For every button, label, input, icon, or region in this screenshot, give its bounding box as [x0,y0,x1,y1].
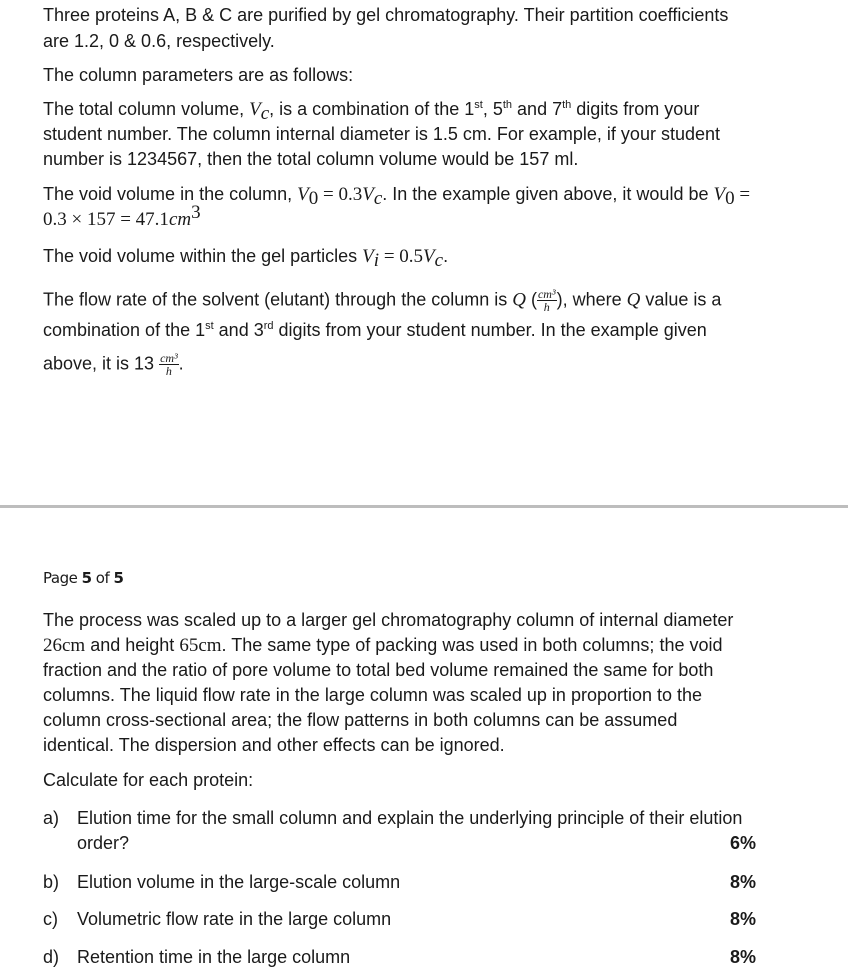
math-sub: c [373,188,383,209]
total-volume-line [43,98,700,124]
total-volume-line: number is 1234567, then the total column volume would be 157 ml. [43,149,579,169]
text: value is a [640,289,722,310]
scaleup-line: identical. The dispersion and other effects can be ignored. [43,735,505,755]
void-volume-line [43,183,751,209]
text: The void volume within the gel particles [43,246,363,266]
fraction [537,288,557,313]
text: of [91,569,114,587]
question-mark: 8% [729,909,756,929]
void-volume-line [43,202,201,231]
text: The flow rate of the solvent (elutant) through the column is [43,289,513,310]
question-b [43,871,400,893]
math-var: V [423,246,435,267]
math: = [734,184,751,205]
math-var: Q [512,289,526,311]
flow-line: The flow rate of the solvent (elutant) through the column is Q ( $\frac{\text{cm³}}{h}$ ), where Q value is a [43,287,722,314]
text: digits from your student number. In the example given [273,320,707,340]
numerator: cm³ [537,287,556,301]
sup: rd [263,320,274,332]
math-sub: c [260,103,270,124]
numerator: cm³ [160,351,178,365]
question-d [43,946,350,968]
params-heading: The column parameters are as follows: [43,65,354,85]
flow-line [43,319,707,341]
intro-line: are 1.2, 0 & 0.6, respectively. [43,31,275,51]
scaleup-line: column cross-sectional area; the flow patterns in both columns can be assumed [43,710,678,730]
math: 26cm [43,635,86,656]
text: Page [43,569,82,587]
question-label: d) [43,947,60,967]
math-var: V [362,184,374,205]
question-text: Volumetric flow rate in the large column [77,909,392,929]
question-label: a) [43,808,60,828]
math: 0.3 × 157 = 47.1 [43,209,169,230]
fraction [159,352,179,377]
text: . [443,246,449,266]
gel-void-line [43,245,449,271]
math-sub: 0 [308,188,319,209]
math-var: V [362,246,374,267]
question-a-cont: order? [77,833,130,853]
current-page: 5 [81,569,92,587]
math-sub: c [434,250,444,271]
question-text: Elution volume in the large-scale column [77,872,401,892]
calculate-heading: Calculate for each protein: [43,770,254,790]
math-sub: 0 [725,188,735,209]
text: . In the example given above, it would be [382,184,714,204]
page-number [43,569,123,587]
text: , where [562,289,627,310]
text: , 5 [482,99,503,119]
question-mark: 8% [729,947,756,967]
question-text: Retention time in the large column [77,947,351,967]
math: 65cm [179,635,222,656]
text: above, it is 13 [43,353,160,374]
math-unit: cm [168,209,192,230]
question-label: b) [43,872,60,892]
text: and height [90,635,180,655]
text: combination of the 1 [43,320,206,340]
text: . [178,353,184,374]
sup: 3 [191,202,201,223]
math: = 0.3 [318,184,363,205]
sup: st [205,320,214,332]
text: The void volume in the column, [43,184,298,204]
question-mark: 6% [729,833,756,853]
total-volume-line: student number. The column internal diameter is 1.5 cm. For example, if your student [43,124,720,144]
total-pages: 5 [113,569,124,587]
denominator: h [165,364,172,378]
question-label: c) [43,909,58,929]
scaleup-line [43,634,722,657]
question-a [43,807,742,829]
math-var: V [249,99,261,120]
text: The total column volume, [43,99,250,119]
scaleup-line: The process was scaled up to a larger gel chromatography column of internal diameter [43,610,734,630]
scaleup-line: fraction and the ratio of pore volume to total bed volume remained the same for both [43,660,714,680]
sup: th [502,99,513,111]
text: , is a combination of the 1 [269,99,475,119]
page-divider [0,505,848,508]
sup: st [474,99,483,111]
math: = 0.5 [379,246,424,267]
intro-line: Three proteins A, B & C are purified by gel chromatography. Their partition coefficients [43,5,729,25]
sup: th [562,99,572,111]
text: and 3 [213,320,264,340]
math-sub: i [373,250,380,271]
math-var: Q [626,289,641,311]
flow-line [43,352,184,377]
math-var: V [713,184,726,205]
question-c [43,908,391,930]
question-mark: 8% [729,872,756,892]
math-var: V [297,184,309,205]
text: and 7 [512,99,563,119]
question-text: Elution time for the small column and explain the underlying principle of their elution [77,808,743,828]
denominator: h [543,300,550,314]
text: digits from your [571,99,700,119]
text: . The same type of packing was used in both columns; the void [221,635,723,655]
scaleup-line: columns. The liquid flow rate in the large column was scaled up in proportion to the [43,685,703,705]
